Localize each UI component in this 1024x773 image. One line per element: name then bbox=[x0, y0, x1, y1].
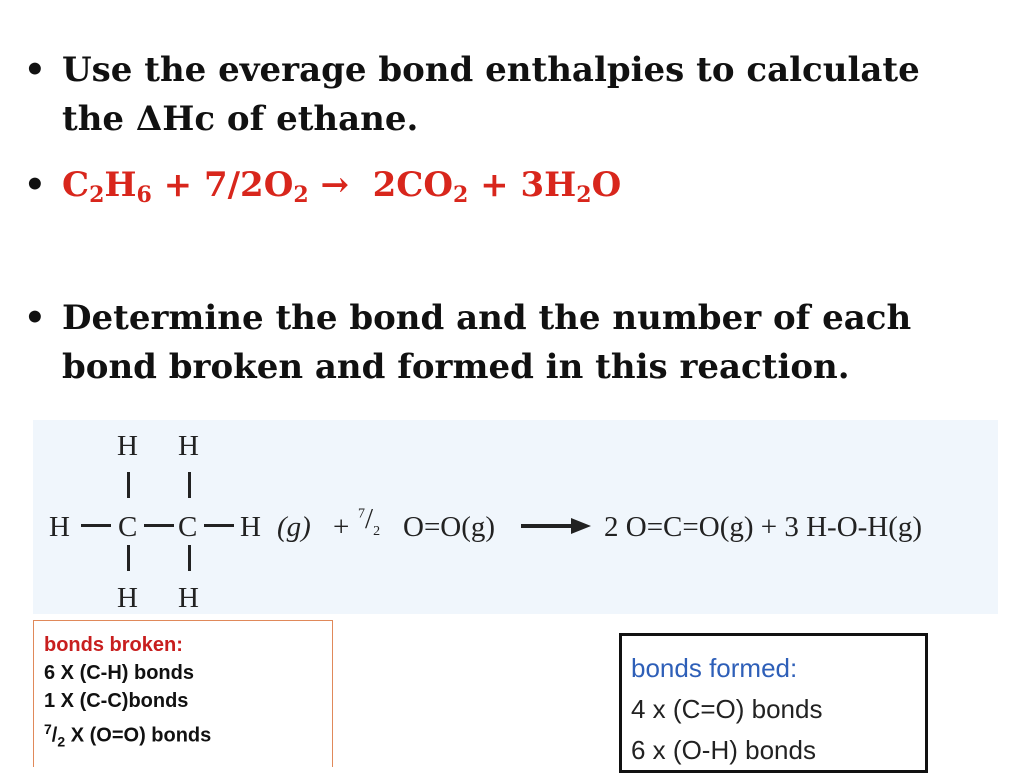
oo-bonds-label: X (O=O) bonds bbox=[65, 724, 212, 747]
bullet-3-line-1: Determine the bond and the number of each bbox=[62, 298, 912, 338]
bonds-broken-item: 1 X (C-C)bonds bbox=[44, 690, 189, 712]
bullet-1-line-2: the ΔHc of ethane. bbox=[62, 99, 419, 139]
eq-co2-sub: 2 bbox=[452, 182, 469, 208]
atom-h-top-1: H bbox=[117, 430, 138, 462]
bond-c1-c2 bbox=[144, 524, 174, 527]
bullet-1-line-1: Use the everage bond enthalpies to calculate bbox=[62, 50, 920, 90]
ethane-structural-reaction bbox=[33, 420, 998, 614]
eq-h2o-sub: 2 bbox=[576, 182, 592, 208]
atom-h-right: H bbox=[240, 511, 261, 543]
atom-h-left: H bbox=[49, 511, 70, 543]
bonds-formed-item: 4 x (C=O) bonds bbox=[631, 694, 823, 724]
eq-h-sub: 6 bbox=[136, 182, 152, 208]
bonds-broken-box bbox=[33, 620, 333, 767]
bullet-3-line-2: bond broken and formed in this reaction. bbox=[62, 347, 850, 387]
eq-c: C bbox=[62, 165, 90, 205]
bonds-broken-title: bonds broken: bbox=[44, 634, 183, 656]
oo-coef-den: 2 bbox=[57, 733, 66, 750]
oxygen-molecule: O=O(g) bbox=[403, 511, 496, 543]
atom-c1: C bbox=[118, 511, 138, 543]
combustion-equation bbox=[62, 161, 992, 210]
bond-c2-h-bottom bbox=[188, 545, 191, 571]
bullet-marker: • bbox=[24, 298, 46, 338]
bonds-broken-item: $^7/_2$ X (O=O) bonds bbox=[44, 721, 212, 750]
eq-arrow-co2: → 2CO bbox=[308, 165, 453, 205]
bullet-2 bbox=[24, 161, 999, 216]
bond-c1-h-top bbox=[127, 472, 130, 498]
bonds-broken-item: 6 X (C-H) bonds bbox=[44, 662, 194, 684]
bullet-1-text bbox=[62, 46, 992, 144]
bonds-formed-title: bonds formed: bbox=[631, 653, 798, 683]
ethane-state: (g) bbox=[277, 511, 311, 543]
reaction-arrow-icon bbox=[521, 516, 591, 536]
bullet-marker: • bbox=[24, 165, 46, 205]
bond-h-c1 bbox=[81, 524, 111, 527]
oxygen-coef-num: 7 bbox=[358, 506, 365, 522]
atom-h-bottom-1: H bbox=[117, 582, 138, 614]
bonds-formed-box bbox=[619, 633, 928, 773]
bullet-3 bbox=[24, 294, 999, 394]
atom-h-top-2: H bbox=[178, 430, 199, 462]
eq-o-end: O bbox=[591, 165, 622, 205]
eq-water: + 3H bbox=[468, 165, 577, 205]
eq-c-sub: 2 bbox=[89, 182, 105, 208]
bullet-1 bbox=[24, 46, 999, 146]
bond-c1-h-bottom bbox=[127, 545, 130, 571]
bond-c2-h-top bbox=[188, 472, 191, 498]
eq-oxygen: + 7/2O bbox=[151, 165, 294, 205]
oxygen-coefficient: $^7/_2$ bbox=[358, 503, 381, 539]
bond-c2-h bbox=[204, 524, 234, 527]
bullet-3-text bbox=[62, 294, 992, 392]
plus-sign: + bbox=[333, 511, 350, 543]
oxygen-coef-den: 2 bbox=[373, 523, 381, 539]
atom-c2: C bbox=[178, 511, 198, 543]
bullet-marker: • bbox=[24, 50, 46, 90]
eq-h: H bbox=[104, 165, 137, 205]
eq-o2-sub: 2 bbox=[293, 182, 309, 208]
products: 2 O=C=O(g) + 3 H-O-H(g) bbox=[604, 511, 923, 543]
bonds-formed-item: 6 x (O-H) bonds bbox=[631, 735, 816, 765]
oo-coef-num: 7 bbox=[44, 721, 52, 737]
atom-h-bottom-2: H bbox=[178, 582, 199, 614]
